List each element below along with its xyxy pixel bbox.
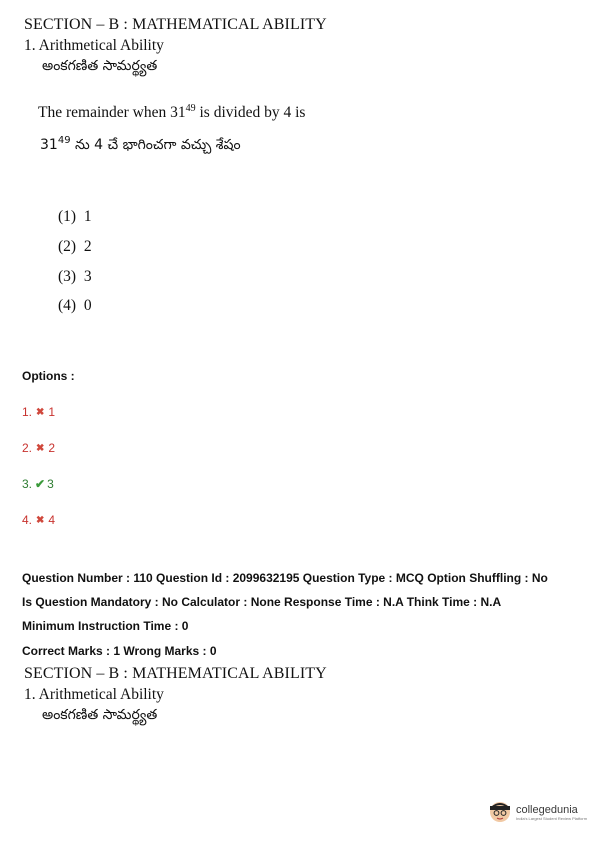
wrong-icon: ✖ — [36, 406, 45, 418]
option-number: 2. — [22, 441, 33, 455]
choice-1 — [58, 208, 92, 226]
choice-value: 0 — [83, 297, 92, 314]
options-heading: Options : — [22, 369, 75, 383]
choice-label: (2) — [58, 238, 77, 255]
wrong-icon: ✖ — [36, 442, 45, 454]
collegedunia-logo — [488, 800, 587, 824]
check-icon: ✔ — [35, 477, 46, 491]
option-number: 3. — [22, 477, 33, 491]
option-value: 3 — [47, 477, 54, 491]
subsection-title: 1. Arithmetical Ability — [24, 37, 164, 54]
mascot-icon — [488, 800, 512, 824]
subsection-title: 1. Arithmetical Ability — [24, 686, 164, 703]
subsection-title-telugu: అంకగణిత సామర్థ్యత — [42, 58, 158, 74]
question-te-suffix: ను 4 చే భాగించగా వచ్చు శేషం — [70, 137, 241, 153]
question-exponent: 49 — [185, 103, 196, 114]
choice-3 — [58, 268, 92, 286]
question-te-exponent: 49 — [57, 135, 71, 146]
choice-label: (1) — [58, 208, 77, 225]
choice-value: 3 — [83, 268, 92, 285]
choice-label: (4) — [58, 297, 77, 314]
question-english — [38, 103, 305, 122]
question-meta-line-4: Correct Marks : 1 Wrong Marks : 0 — [22, 644, 217, 658]
option-2 — [22, 441, 55, 455]
choice-4 — [58, 297, 92, 315]
question-meta-line-2: Is Question Mandatory : No Calculator : None Response Time : N.A Think Time : N.A — [22, 595, 502, 609]
choice-2 — [58, 238, 92, 256]
question-prefix: The remainder when 31 — [38, 104, 186, 121]
logo-tagline: India's Largest Student Review Platform — [516, 815, 588, 821]
option-1 — [22, 405, 55, 419]
question-meta-line-3: Minimum Instruction Time : 0 — [22, 619, 189, 633]
option-4 — [22, 513, 55, 527]
option-value: 4 — [48, 513, 56, 527]
option-value: 1 — [48, 405, 56, 419]
option-value: 2 — [48, 441, 56, 455]
section-title: SECTION – B : MATHEMATICAL ABILITY — [24, 665, 327, 682]
subsection-title-telugu: అంకగణిత సామర్థ్యత — [42, 707, 158, 723]
section-title: SECTION – B : MATHEMATICAL ABILITY — [24, 16, 327, 33]
logo-name: collegedunia — [516, 803, 578, 816]
option-3 — [22, 477, 54, 491]
choice-value: 1 — [83, 208, 92, 225]
question-telugu — [40, 135, 241, 156]
option-number: 4. — [22, 513, 33, 527]
choice-value: 2 — [83, 238, 92, 255]
question-te-base: 31 — [40, 137, 58, 153]
question-suffix: is divided by 4 is — [195, 104, 306, 121]
wrong-icon: ✖ — [36, 514, 45, 526]
choice-label: (3) — [58, 268, 77, 285]
option-number: 1. — [22, 405, 33, 419]
question-meta-line-1: Question Number : 110 Question Id : 2099632195 Question Type : MCQ Option Shuffling : No — [22, 571, 548, 585]
